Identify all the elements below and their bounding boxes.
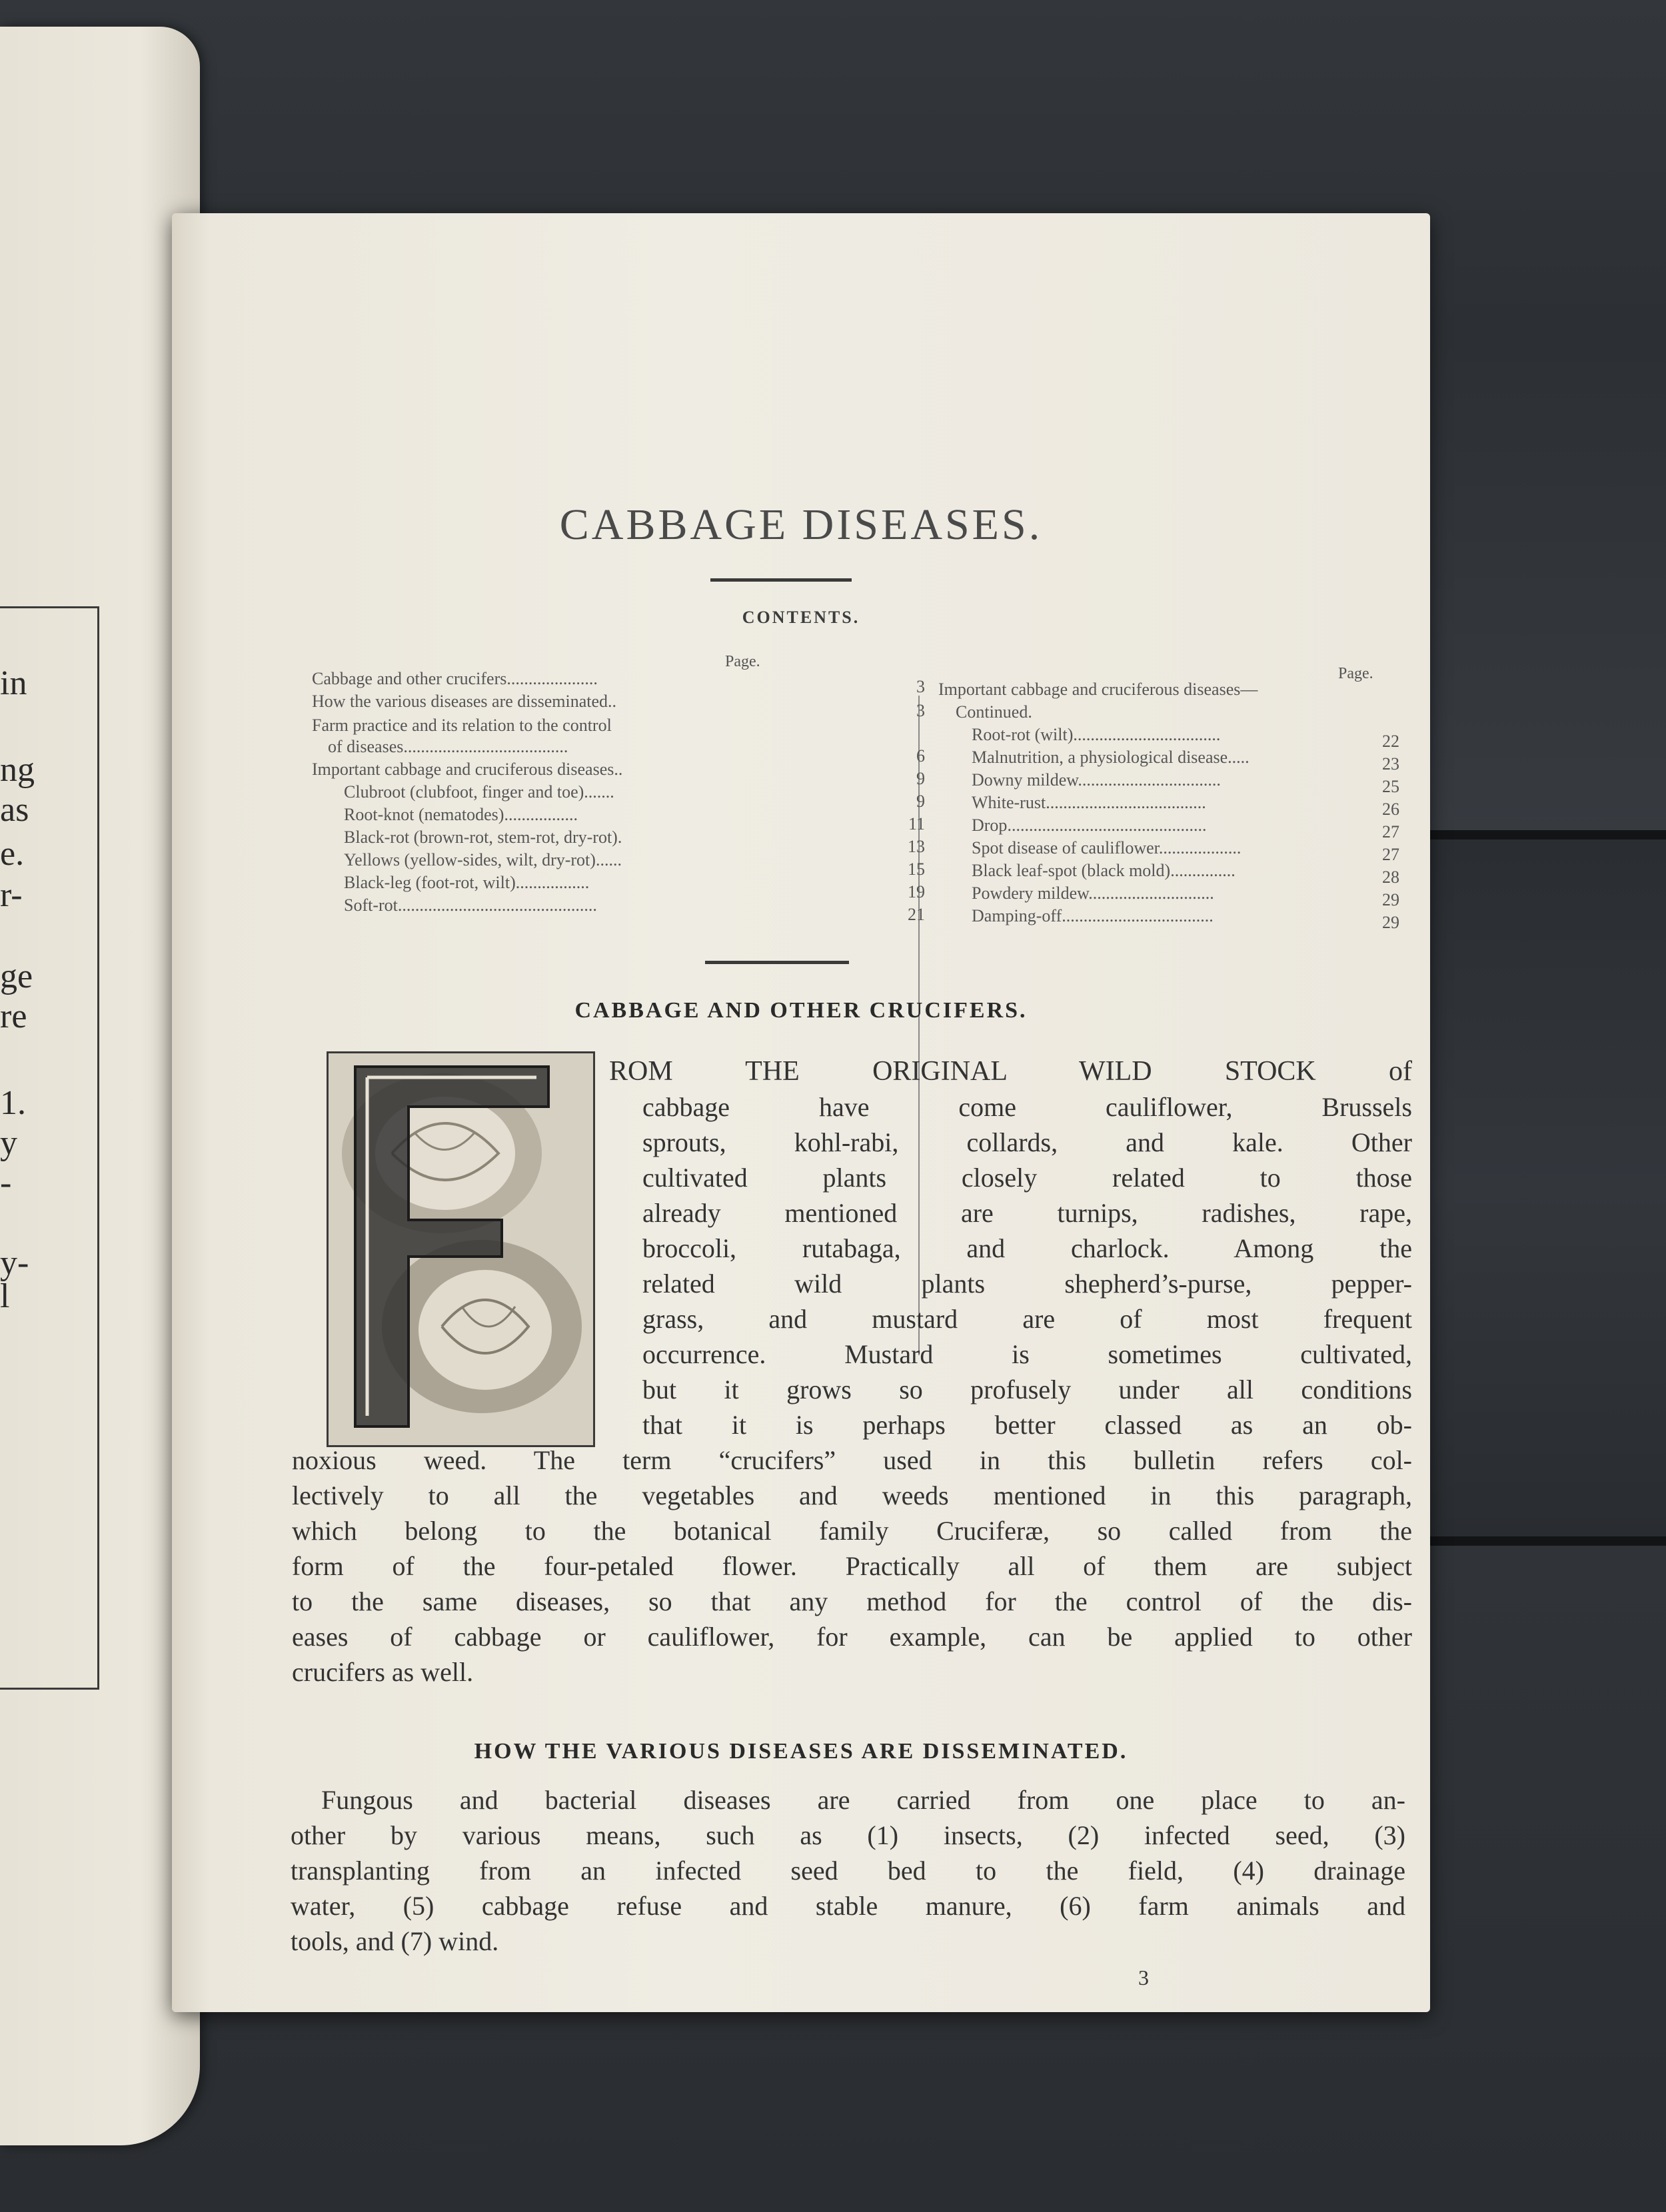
left-page-fragment: e.: [0, 835, 25, 873]
toc-entry: Clubroot (clubfoot, finger and toe).......: [344, 782, 614, 802]
left-page-fragment: r-: [0, 876, 23, 914]
toc-entry: Cabbage and other crucifers.....................: [312, 669, 598, 688]
toc-page-number: 19: [908, 882, 925, 901]
text-line: noxious weed. The term “crucifers” used in this bulletin refers col-: [292, 1445, 1412, 1475]
text-line: that it is perhaps better classed as an ob-: [642, 1410, 1412, 1440]
toc-page-number: 26: [1382, 800, 1399, 819]
text-line: water, (5) cabbage refuse and stable manure, (6) farm animals and: [291, 1891, 1405, 1921]
toc-page-label: Page.: [1338, 665, 1373, 682]
page-number: 3: [1138, 1965, 1149, 1989]
text-line: to the same diseases, so that any method for the control of the dis-: [292, 1586, 1412, 1616]
toc-page-label: Page.: [725, 653, 760, 670]
toc-entry: Black-rot (brown-rot, stem-rot, dry-rot).: [344, 828, 622, 847]
illustrated-drop-cap: [327, 1051, 595, 1447]
toc-page-number: 15: [908, 859, 925, 879]
text-line: which belong to the botanical family Cruciferæ, so called from the: [292, 1516, 1412, 1546]
toc-page-number: 21: [908, 905, 925, 924]
text-line: ROM THE ORIGINAL WILD STOCK of: [609, 1056, 1412, 1087]
toc-entry: How the various diseases are disseminated..: [312, 692, 617, 711]
left-facing-page: [0, 27, 200, 2145]
toc-entry: Root-knot (nematodes).................: [344, 805, 578, 824]
text-line: lectively to all the vegetables and weeds mentioned in this paragraph,: [292, 1480, 1412, 1510]
text-line: cultivated plants closely related to those: [642, 1163, 1412, 1193]
section-heading: HOW THE VARIOUS DISEASES ARE DISSEMINATED.: [474, 1739, 1128, 1764]
toc-page-number: 27: [1382, 845, 1399, 864]
cabbage-illustration: [329, 1053, 593, 1445]
text-line: grass, and mustard are of most frequent: [642, 1304, 1412, 1334]
toc-entry: Damping-off...................................: [972, 906, 1214, 925]
text-line: other by various means, such as (1) insects, (2) infected seed, (3): [291, 1820, 1405, 1850]
toc-entry: Yellows (yellow-sides, wilt, dry-rot)......: [344, 850, 622, 869]
section-heading: CABBAGE AND OTHER CRUCIFERS.: [574, 998, 1028, 1023]
contents-heading: CONTENTS.: [742, 608, 860, 627]
toc-page-number: 9: [916, 792, 925, 811]
toc-page-number: 25: [1382, 777, 1399, 796]
text-line: already mentioned are turnips, radishes, rape,: [642, 1198, 1412, 1228]
paragraph-full: [292, 1442, 1412, 1690]
text-line: related wild plants shepherd’s-purse, pepper-: [642, 1269, 1412, 1299]
toc-page-number: 22: [1382, 732, 1399, 751]
title-rule: [710, 578, 852, 582]
text-line: Fungous and bacterial diseases are carried from one place to an-: [321, 1785, 1405, 1815]
toc-page-number: 11: [908, 814, 925, 833]
left-page-fragment: 1.: [0, 1084, 26, 1122]
left-page-fragment: in: [0, 664, 27, 702]
toc-entry: Soft-rot..............................................: [344, 895, 597, 915]
left-page-fragment: y: [0, 1124, 17, 1162]
toc-entry: Continued.: [956, 702, 1032, 722]
toc-entry: Spot disease of cauliflower...................: [972, 838, 1242, 857]
left-page-fragment: as: [0, 791, 29, 829]
toc-entry: of diseases......................................: [328, 737, 568, 756]
toc-page-number: 3: [916, 677, 925, 696]
left-page-fragment: ge: [0, 957, 33, 995]
toc-page-number: 29: [1382, 890, 1399, 909]
left-page-fragment: -: [0, 1164, 12, 1202]
paragraph-dissemination: [291, 1782, 1405, 1959]
toc-page-number: 3: [916, 701, 925, 720]
toc-page-number: 29: [1382, 913, 1399, 932]
text-line: sprouts, kohl-rabi, collards, and kale. Other: [642, 1127, 1412, 1157]
toc-entry: Important cabbage and cruciferous diseases..: [312, 760, 623, 779]
text-line: tools, and (7) wind.: [291, 1926, 499, 1956]
toc-page-number: 13: [908, 837, 925, 856]
paragraph-wrapped: [609, 1054, 1412, 1442]
toc-entry: Malnutrition, a physiological disease.....: [972, 748, 1250, 767]
toc-entry: White-rust.....................................: [972, 793, 1206, 812]
text-line: occurrence. Mustard is sometimes cultivated,: [642, 1339, 1412, 1369]
text-line: transplanting from an infected seed bed to the field, (4) drainage: [291, 1856, 1405, 1886]
toc-page-number: 23: [1382, 754, 1399, 774]
text-line: form of the four-petaled flower. Practically all of them are subject: [292, 1551, 1412, 1581]
page-title: CABBAGE DISEASES.: [559, 500, 1043, 549]
toc-entry: Important cabbage and cruciferous diseases—: [938, 680, 1258, 699]
toc-entry: Drop..............................................: [972, 816, 1207, 835]
text-line: cabbage have come cauliflower, Brussels: [642, 1092, 1412, 1122]
toc-entry: Farm practice and its relation to the control: [312, 716, 612, 735]
text-line: broccoli, rutabaga, and charlock. Among the: [642, 1233, 1412, 1263]
left-page-fragment: ng: [0, 751, 35, 789]
toc-entry: Black leaf-spot (black mold)...............: [972, 861, 1236, 880]
text-line: but it grows so profusely under all conditions: [642, 1375, 1412, 1404]
toc-entry: Black-leg (foot-rot, wilt).................: [344, 873, 590, 892]
toc-entry: Powdery mildew.............................: [972, 883, 1214, 903]
left-page-fragment: re: [0, 997, 27, 1035]
text-line: crucifers as well.: [292, 1657, 474, 1687]
left-page-fragment: y-: [0, 1244, 29, 1282]
toc-page-number: 9: [916, 769, 925, 788]
document-page: [172, 213, 1430, 2012]
toc-page-number: 27: [1382, 822, 1399, 841]
toc-entry: Root-rot (wilt)..................................: [972, 725, 1221, 744]
left-page-fragment: l: [0, 1277, 10, 1315]
text-line: eases of cabbage or cauliflower, for example, can be applied to other: [292, 1622, 1412, 1652]
section-rule: [705, 961, 849, 964]
toc-page-number: 28: [1382, 867, 1399, 887]
toc-page-number: 6: [916, 746, 925, 766]
toc-entry: Downy mildew.................................: [972, 770, 1221, 790]
